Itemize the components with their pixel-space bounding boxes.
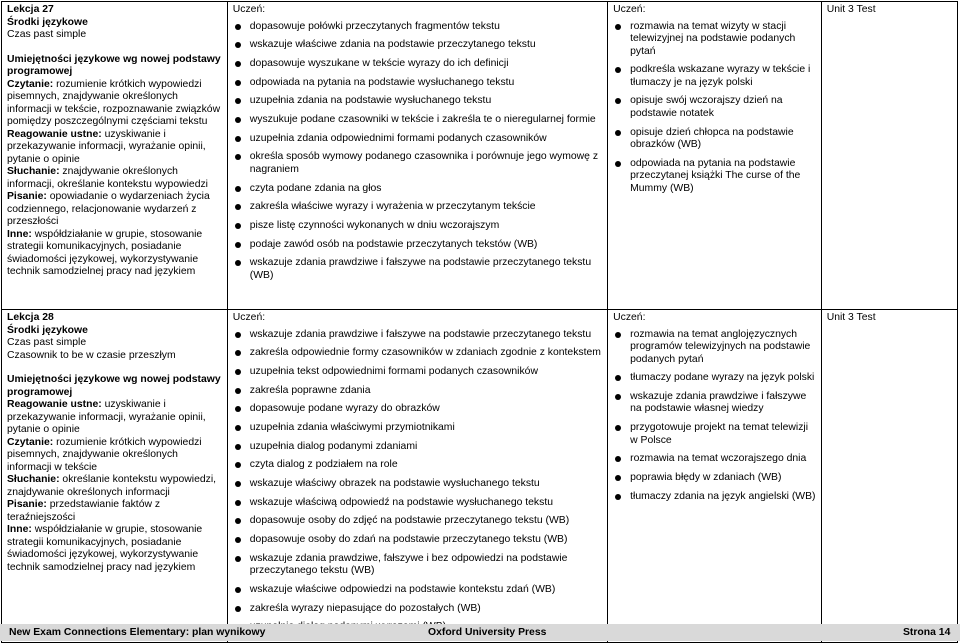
objective-item <box>233 133 602 146</box>
skill-text: opowiadanie o wydarzeniach życia codziennego, relacjonowanie wydarzeń z przeszłości <box>7 191 210 227</box>
column-header: Uczeń: <box>232 4 266 15</box>
unit-test-cell <box>821 2 957 310</box>
objective-item <box>613 453 816 466</box>
objective-text: wskazuje właściwe zdania na podstawie przeczytanego tekstu <box>249 39 536 51</box>
bullet-icon <box>235 154 241 160</box>
skills-heading: Umiejętności językowe wg nowej podstawy programowej <box>7 53 221 77</box>
skill-label: Czytanie: <box>7 78 54 90</box>
skill-label: Pisanie: <box>7 499 47 510</box>
unit-test-cell <box>821 310 957 643</box>
objective-text: dopasowuje połówki przeczytanych fragmentów tekstu <box>249 20 500 32</box>
objective-text: zakreśla właściwe wyrazy i wyrażenia w przeczytanym tekście <box>249 201 536 213</box>
objective-text: tłumaczy zdania na język angielski (WB) <box>630 490 816 502</box>
skill-text: rozumienie krótkich wypowiedzi pisemnych, znajdywanie określonych informacji w tekście <box>7 436 202 473</box>
skill-text: współdziałanie w grupie, stosowanie strategii komunikacyjnych, posiadanie świadomości językowej, wykorzystywanie technik samodzielnej pracy nad językiem <box>7 524 203 573</box>
skill-entry <box>7 229 222 279</box>
skill-entry <box>7 524 222 574</box>
skill-label: Słuchanie: <box>7 474 60 485</box>
objective-item <box>233 515 602 528</box>
objective-text: wskazuje zdania prawdziwe i fałszywe na podstawie przeczytanego tekstu <box>249 328 592 340</box>
student-skills-cell <box>227 310 607 643</box>
skill-entry <box>7 399 222 437</box>
bullet-icon <box>235 406 241 412</box>
objective-text: dopasowuje osoby do zdań na podstawie przeczytanego tekstu (WB) <box>249 534 568 546</box>
bullet-icon <box>235 606 241 612</box>
bullet-icon <box>235 481 241 487</box>
footer-page-number: Strona 14 <box>903 627 951 638</box>
bullet-icon <box>235 587 241 593</box>
objective-text: odpowiada na pytania na podstawie wysłuchanego tekstu <box>249 76 515 88</box>
skill-entry <box>7 474 222 499</box>
objective-item <box>233 239 602 252</box>
objective-text: uzupełnia tekst odpowiednimi formami podanych czasowników <box>249 365 538 377</box>
bullet-icon <box>235 350 241 356</box>
objective-item <box>233 77 602 90</box>
objective-item <box>233 151 602 176</box>
objective-text: odpowiada na pytania na podstawie przeczytanej książki The curse of the Mummy (WB) <box>630 157 801 194</box>
skill-text: znajdywanie określonych informacji, określanie kontekstu wypowiedzi <box>7 166 208 190</box>
objective-text: zakreśla odpowiednie formy czasowników w zdaniach zgodnie z kontekstem <box>249 347 601 359</box>
footer-publisher: Oxford University Press <box>428 627 547 638</box>
skill-entry <box>7 129 222 167</box>
skill-text: rozumienie krótkich wypowiedzi pisemnych, znajdywanie określonych informacji w tekście, rozpoznawanie związków pomiędzy poszczególnymi częściami tekstu <box>7 78 221 127</box>
objective-text: podaje zawód osób na podstawie przeczytanych tekstów (WB) <box>249 238 538 250</box>
objective-text: określa sposób wymowy podanego czasownika i porównuje jego wymowę z nagraniem <box>249 151 599 175</box>
objective-item <box>233 422 602 435</box>
objective-text: zakreśla wyrazy niepasujące do pozostałych (WB) <box>249 602 481 614</box>
bullet-icon <box>235 80 241 86</box>
objective-item <box>233 95 602 108</box>
objective-item <box>233 459 602 472</box>
objective-item <box>233 220 602 233</box>
bullet-icon <box>235 444 241 450</box>
objectives-list <box>233 21 602 283</box>
unit-test-label: Unit 3 Test <box>826 312 876 323</box>
column-header: Uczeń: <box>232 312 266 323</box>
bullet-icon <box>235 204 241 210</box>
objective-text: uzupełnia zdania na podstawie wysłuchanego tekstu <box>249 95 492 107</box>
objective-item <box>613 329 816 367</box>
bullet-icon <box>235 425 241 431</box>
skill-text: przedstawianie faktów z teraźniejszości <box>7 499 161 523</box>
bullet-icon <box>235 462 241 468</box>
bullet-icon <box>235 556 241 562</box>
column-header: Uczeń: <box>613 4 646 15</box>
objective-text: pisze listę czynności wykonanych w dniu wczorajszym <box>249 219 500 231</box>
objective-text: przygotowuje projekt na temat telewizji w Polsce <box>630 422 809 446</box>
bullet-icon <box>235 24 241 30</box>
objective-text: wskazuje zdania prawdziwe i fałszywe na podstawie własnej wiedzy <box>630 390 807 415</box>
skill-text: uzyskiwanie i przekazywanie informacji, wyrażanie opinii, pytanie o opinie <box>7 399 206 435</box>
skill-text: współdziałanie w grupie, stosowanie strategii komunikacyjnych, posiadanie świadomości językowej, wykorzystywanie technik samodzielnej pracy nad językiem <box>7 228 203 277</box>
page-footer <box>0 624 960 641</box>
bullet-icon <box>235 186 241 192</box>
bullet-icon <box>615 98 621 104</box>
objective-item <box>233 441 602 454</box>
skill-label: Inne: <box>7 228 32 240</box>
objective-item <box>613 472 816 485</box>
skill-label: Reagowanie ustne: <box>7 399 102 410</box>
objective-item <box>613 491 816 504</box>
objective-text: wskazuje zdania prawdziwe i fałszywe na podstawie przeczytanego tekstu (WB) <box>249 257 592 281</box>
skill-label: Pisanie: <box>7 191 47 202</box>
skills-heading: Umiejętności językowe wg nowej podstawy programowej <box>7 374 221 398</box>
objective-text: wskazuje właściwe odpowiedzi na podstawie kontekstu zdań (WB) <box>249 583 556 595</box>
objectives-list <box>233 329 602 634</box>
lesson-info-cell <box>2 310 228 643</box>
objective-text: dopasowuje osoby do zdjęć na podstawie przeczytanego tekstu (WB) <box>249 515 570 527</box>
lesson-info-cell <box>2 2 228 310</box>
means-item: Czasownik to be w czasie przeszłym <box>7 349 176 361</box>
bullet-icon <box>235 500 241 506</box>
bullet-icon <box>615 394 621 400</box>
lesson-title: Lekcja 28 <box>7 312 54 323</box>
skill-label: Czytanie: <box>7 436 54 448</box>
skill-text: określanie kontekstu wypowiedzi, znajdywanie określonych informacji <box>7 474 217 498</box>
student-speaking-cell <box>608 310 822 643</box>
skill-entry <box>7 79 222 129</box>
lesson-row <box>2 310 958 643</box>
bullet-icon <box>235 332 241 338</box>
bullet-icon <box>615 161 621 167</box>
objective-item <box>233 366 602 379</box>
bullet-icon <box>615 24 621 30</box>
objective-text: rozmawia na temat wczorajszego dnia <box>630 453 807 465</box>
skill-label: Inne: <box>7 524 32 535</box>
objective-item <box>233 257 602 282</box>
bullet-icon <box>615 130 621 136</box>
skill-entry <box>7 166 222 191</box>
objective-text: czyta podane zdania na głos <box>249 182 382 194</box>
objective-text: wskazuje właściwą odpowiedź na podstawie wysłuchanego tekstu <box>249 496 553 508</box>
objective-item <box>613 422 816 447</box>
objectives-list <box>613 329 816 504</box>
objective-text: uzupełnia zdania właściwymi przymiotnikami <box>249 421 455 433</box>
objective-text: wyszukuje podane czasowniki w tekście i zakreśla te o nieregularnej formie <box>249 113 596 125</box>
objective-item <box>233 114 602 127</box>
skill-label: Słuchanie: <box>7 166 60 177</box>
skill-entry <box>7 191 222 229</box>
objective-text: uzupełnia zdania odpowiednimi formami podanych czasowników <box>249 132 547 144</box>
skill-text: uzyskiwanie i przekazywanie informacji, wyrażanie opinii, pytanie o opinie <box>7 128 206 165</box>
student-skills-cell <box>227 2 607 310</box>
bullet-icon <box>615 456 621 462</box>
bullet-icon <box>235 388 241 394</box>
objective-item <box>233 497 602 510</box>
unit-test-label: Unit 3 Test <box>826 4 876 15</box>
objective-text: czyta dialog z podziałem na role <box>249 459 398 471</box>
bullet-icon <box>615 425 621 431</box>
bullet-icon <box>235 223 241 229</box>
bullet-icon <box>615 475 621 481</box>
objective-text: wskazuje zdania prawdziwe, fałszywe i bez odpowiedzi na podstawie przeczytanego tekstu (WB) <box>249 552 568 577</box>
bullet-icon <box>615 332 621 338</box>
means-item: Czas past simple <box>7 337 87 348</box>
objective-item <box>233 347 602 360</box>
objective-item <box>613 21 816 59</box>
bullet-icon <box>235 117 241 123</box>
objective-item <box>233 403 602 416</box>
objective-text: podkreśla wskazane wyrazy w tekście i tłumaczy je na język polski <box>630 64 811 88</box>
means-heading: Środki językowe <box>7 324 88 336</box>
objective-item <box>233 58 602 71</box>
column-header: Uczeń: <box>613 312 646 323</box>
objective-text: opisuje swój wczorajszy dzień na podstawie notatek <box>630 95 783 119</box>
objective-item <box>613 64 816 89</box>
bullet-icon <box>235 98 241 104</box>
lesson-row <box>2 2 958 310</box>
objective-text: uzupełnia dialog podanymi zdaniami <box>249 440 418 452</box>
objective-text: zakreśla poprawne zdania <box>249 384 371 396</box>
bullet-icon <box>235 242 241 248</box>
lesson-plan-table <box>1 1 958 643</box>
objective-item <box>613 95 816 120</box>
objective-item <box>613 127 816 152</box>
objective-item <box>613 372 816 385</box>
objective-item <box>613 158 816 196</box>
bullet-icon <box>615 375 621 381</box>
bullet-icon <box>235 537 241 543</box>
bullet-icon <box>235 518 241 524</box>
objective-item <box>233 534 602 547</box>
bullet-icon <box>235 61 241 67</box>
objective-item <box>233 39 602 52</box>
objective-text: tłumaczy podane wyrazy na język polski <box>630 372 815 384</box>
lesson-title: Lekcja 27 <box>7 4 54 15</box>
means-item: Czas past simple <box>7 29 87 40</box>
means-heading: Środki językowe <box>7 16 88 28</box>
objective-text: wskazuje właściwy obrazek na podstawie wysłuchanego tekstu <box>249 478 540 489</box>
objective-item <box>233 385 602 398</box>
objective-item <box>233 21 602 34</box>
skill-label: Reagowanie ustne: <box>7 128 102 140</box>
objective-item <box>233 603 602 616</box>
bullet-icon <box>235 260 241 266</box>
objective-item <box>613 391 816 416</box>
objective-item <box>233 553 602 578</box>
bullet-icon <box>235 136 241 142</box>
objective-text: poprawia błędy w zdaniach (WB) <box>630 471 782 483</box>
footer-title: New Exam Connections Elementary: plan wynikowy <box>9 627 266 638</box>
objective-item <box>233 201 602 214</box>
objective-item <box>233 183 602 196</box>
objective-text: dopasowuje podane wyrazy do obrazków <box>249 403 440 415</box>
bullet-icon <box>235 42 241 48</box>
objective-item <box>233 329 602 342</box>
objective-item <box>233 584 602 597</box>
objective-text: rozmawia na temat anglojęzycznych programów telewizyjnych na podstawie podanych pytań <box>630 328 811 365</box>
objective-text: opisuje dzień chłopca na podstawie obrazków (WB) <box>630 126 794 151</box>
student-speaking-cell <box>608 2 822 310</box>
skill-entry <box>7 437 222 475</box>
bullet-icon <box>235 369 241 375</box>
skill-entry <box>7 499 222 524</box>
objective-text: dopasowuje wyszukane w tekście wyrazy do ich definicji <box>249 57 509 69</box>
bullet-icon <box>615 494 621 500</box>
bullet-icon <box>615 67 621 73</box>
objectives-list <box>613 21 816 196</box>
objective-item <box>233 478 602 491</box>
objective-text: rozmawia na temat wizyty w stacji telewizyjnej na podstawie podanych pytań <box>630 20 796 57</box>
